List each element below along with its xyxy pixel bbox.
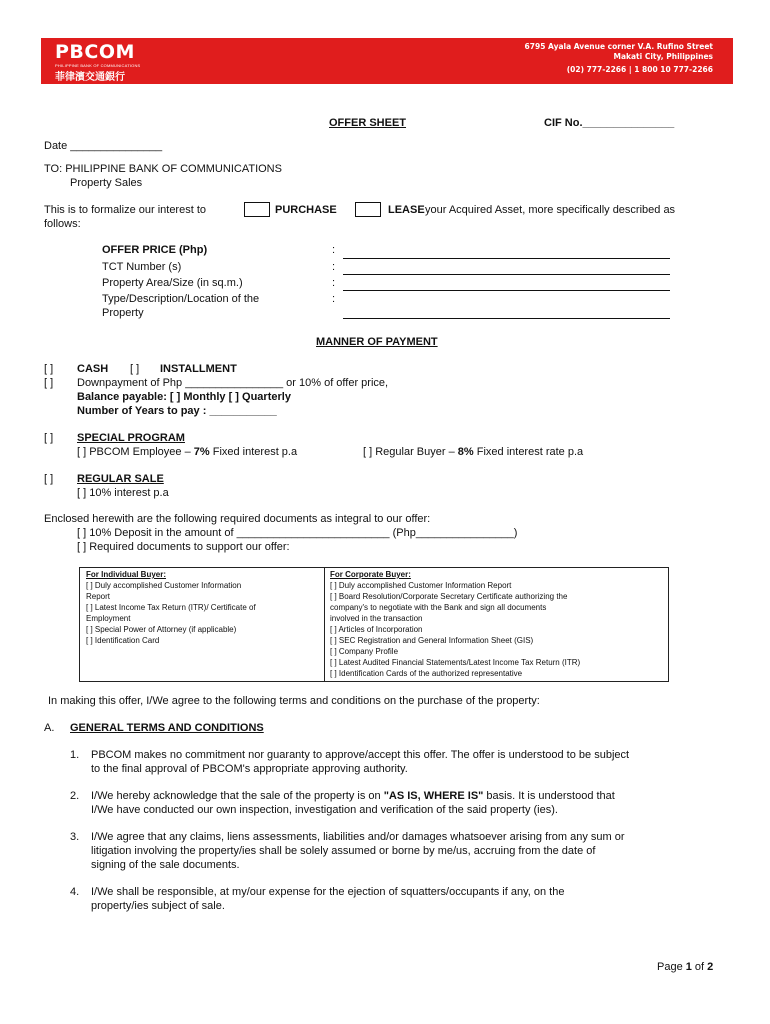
lease-checkbox[interactable] [355, 202, 381, 217]
section-a-title: GENERAL TERMS AND CONDITIONS [70, 722, 264, 734]
list-item: [ ] Latest Audited Financial Statements/Latest Income Tax Return (ITR) [330, 658, 581, 667]
header-banner [41, 38, 733, 84]
requirements-table [79, 567, 669, 682]
logo-chinese: 菲律濱交通銀行 [55, 72, 125, 83]
installment-checkbox[interactable]: [ ] [130, 363, 140, 375]
logo-subtitle: PHILIPPINE BANK OF COMMUNICATIONS [55, 63, 141, 68]
term-1-number: 1. [70, 749, 80, 761]
colon: : [332, 261, 336, 273]
employee-rate-suffix: Fixed interest p.a [209, 446, 298, 458]
list-item: [ ] Board Resolution/Corporate Secretary Certificate authorizing the [330, 592, 568, 601]
addressee-department: Property Sales [70, 177, 143, 189]
term-3-line-2: litigation involving the property/ies shall be solely assumed or borne by me/us, accruing from the date of [91, 845, 596, 857]
employee-option[interactable] [77, 446, 297, 458]
downpayment-checkbox[interactable]: [ ] [44, 377, 54, 389]
regular-sale-checkbox[interactable]: [ ] [44, 473, 54, 485]
term-3-line-3: signing of the sale documents. [91, 859, 240, 871]
regular-buyer-option[interactable] [363, 446, 583, 458]
colon: : [332, 293, 336, 305]
date-field[interactable]: Date _______________ [44, 140, 163, 152]
special-program-checkbox[interactable]: [ ] [44, 432, 54, 444]
list-item: [ ] Articles of Incorporation [330, 625, 423, 634]
cif-number-field[interactable]: CIF No._______________ [544, 117, 675, 129]
individual-title: For Individual Buyer: [86, 570, 167, 579]
phone-line: (02) 777-2266 | 1 800 10 777-2266 [566, 65, 713, 74]
term-2-line-1 [91, 790, 615, 802]
employee-rate: 7% [193, 446, 210, 458]
term-1-line-1: PBCOM makes no commitment nor guaranty to approve/accept this offer. The offer is understood to be subject [91, 749, 630, 761]
total-pages: 2 [707, 961, 714, 973]
years-to-pay: Number of Years to pay : ___________ [77, 405, 277, 417]
ten-percent-option[interactable]: [ ] 10% interest p.a [77, 487, 169, 499]
area-input-line[interactable] [343, 290, 670, 291]
term-4-number: 4. [70, 886, 80, 898]
term-2-line-2: I/We have conducted our own inspection, investigation and verification of the said property (ies). [91, 804, 558, 816]
colon: : [332, 277, 336, 289]
type-input-line[interactable] [343, 318, 670, 319]
area-label: Property Area/Size (in sq.m.) [102, 277, 243, 289]
term-3-line-1: I/We agree that any claims, liens assessments, liabilities and/or damages whatsoever arising from any sum or [91, 831, 625, 843]
colon: : [332, 244, 336, 256]
list-item: [ ] Company Profile [330, 647, 399, 656]
purchase-checkbox[interactable] [244, 202, 270, 217]
cash-label: CASH [77, 363, 109, 375]
downpayment-text: Downpayment of Php ________________ or 10% of offer price, [77, 377, 389, 389]
address-line-2: Makati City, Philippines [613, 52, 713, 61]
page-label: Page [657, 961, 686, 973]
term-2-number: 2. [70, 790, 80, 802]
offer-price-input-line[interactable] [343, 258, 670, 259]
term-4-line-2: property/ies subject of sale. [91, 900, 225, 912]
enclosed-lead: Enclosed herewith are the following required documents as integral to our offer: [44, 513, 431, 525]
tct-label: TCT Number (s) [102, 261, 182, 273]
list-item: [ ] Duly accomplished Customer Information [86, 581, 242, 590]
list-item: [ ] Identification Cards of the authorized representative [330, 669, 523, 678]
section-a-letter: A. [44, 722, 55, 734]
address-line-1: 6795 Ayala Avenue corner V.A. Rufino Street [524, 42, 713, 51]
regular-sale-label: REGULAR SALE [77, 473, 164, 485]
list-item: [ ] Duly accomplished Customer Information Report [330, 581, 512, 590]
regular-buyer-rate: 8% [457, 446, 474, 458]
term-2-text: I/We hereby acknowledge that the sale of the property is on [91, 790, 384, 802]
as-is-where-is: "AS IS, WHERE IS" [383, 790, 484, 802]
list-item: [ ] Latest Income Tax Return (ITR)/ Certificate of [86, 603, 256, 612]
regular-buyer-label: [ ] Regular Buyer – [363, 446, 458, 458]
intro-tail: your Acquired Asset, more specifically described as [425, 204, 676, 216]
table-divider [324, 568, 325, 681]
regular-buyer-rate-suffix: Fixed interest rate p.a [473, 446, 584, 458]
intro-line-2: follows: [44, 218, 81, 230]
list-item: Report [86, 592, 111, 601]
page-number [657, 961, 713, 973]
document-title: OFFER SHEET [329, 117, 407, 129]
type-label-2: Property [102, 307, 144, 319]
balance-payable: Balance payable: [ ] Monthly [ ] Quarterly [77, 391, 291, 403]
intro-text: This is to formalize our interest to [44, 204, 207, 216]
corporate-title: For Corporate Buyer: [330, 570, 411, 579]
list-item: [ ] Identification Card [86, 636, 160, 645]
term-4-line-1: I/We shall be responsible, at my/our expense for the ejection of squatters/occupants if any, on the [91, 886, 565, 898]
addressee-line: TO: PHILIPPINE BANK OF COMMUNICATIONS [44, 163, 282, 175]
employee-label: [ ] PBCOM Employee – [77, 446, 194, 458]
manner-of-payment-title: MANNER OF PAYMENT [316, 336, 438, 348]
lease-label: LEASE [388, 204, 425, 216]
term-2-text-tail: basis. It is understood that [483, 790, 615, 802]
type-label: Type/Description/Location of the [102, 293, 260, 305]
tct-input-line[interactable] [343, 274, 670, 275]
purchase-label: PURCHASE [275, 204, 337, 216]
offer-price-label: OFFER PRICE (Php) [102, 244, 208, 256]
term-3-number: 3. [70, 831, 80, 843]
page-of: of [691, 961, 708, 973]
pbcom-logo: PBCOM [55, 41, 135, 63]
list-item: involved in the transaction [330, 614, 423, 623]
installment-label: INSTALLMENT [160, 363, 237, 375]
list-item: [ ] Special Power of Attorney (if applicable) [86, 625, 237, 634]
deposit-option[interactable]: [ ] 10% Deposit in the amount of _________________________ (Php________________) [77, 527, 518, 539]
current-page: 1 [685, 961, 692, 973]
list-item: [ ] SEC Registration and General Information Sheet (GIS) [330, 636, 534, 645]
term-1-line-2: to the final approval of PBCOM's appropriate approving authority. [91, 763, 408, 775]
list-item: company's to negotiate with the Bank and sign all documents [330, 603, 547, 612]
agreement-line: In making this offer, I/We agree to the following terms and conditions on the purchase of the property: [48, 695, 540, 707]
required-docs-option[interactable]: [ ] Required documents to support our offer: [77, 541, 290, 553]
list-item: Employment [86, 614, 131, 623]
cash-checkbox[interactable]: [ ] [44, 363, 54, 375]
special-program-label: SPECIAL PROGRAM [77, 432, 185, 444]
